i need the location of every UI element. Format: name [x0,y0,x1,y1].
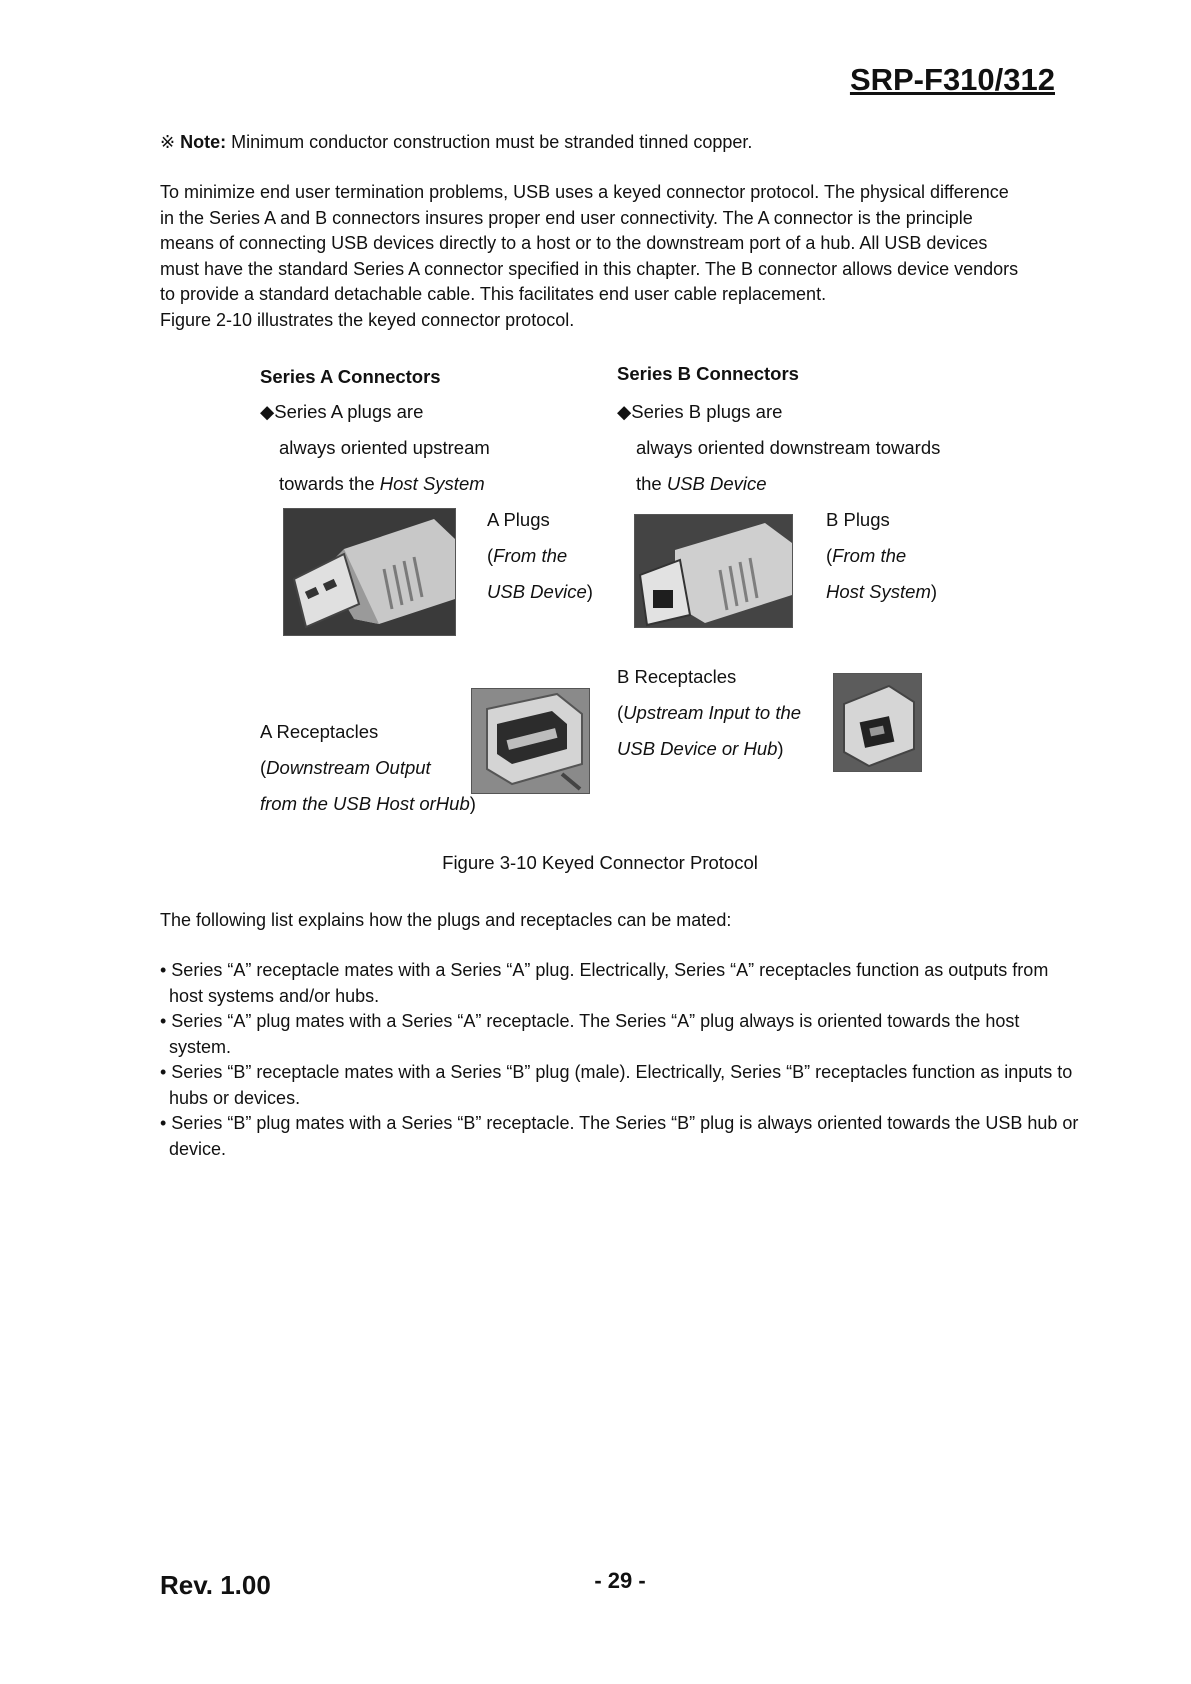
series-a-text-1: Series A plugs are [274,401,424,422]
b-plugs-sub-1 [826,538,906,574]
diamond-bullet-icon: ◆ [260,401,275,422]
paragraph-line: must have the standard Series A connector specified in this chapter. The B connector allows device vendors [160,258,1019,279]
series-b-line-2: always oriented downstream towards [636,437,941,458]
series-b-heading: Series B Connectors [617,363,799,384]
note-text: Minimum conductor construction must be stranded tinned copper. [231,132,753,152]
b-receptacles-label: B Receptacles [617,666,737,687]
paren-close: ) [586,581,593,602]
b-plugs-sub-1-em: From the [832,545,907,566]
list-item: • Series “B” receptacle mates with a Series “B” plug (male). Electrically, Series “B” receptacles function as inputs to hubs or devices. [160,1062,1073,1108]
b-plugs-sub-2-em: Host System [826,581,931,602]
paren-close: ) [930,581,938,602]
series-a-line-3-em: Host System [379,473,485,494]
series-b-line-3 [636,466,767,502]
paren-open: ( [487,545,494,566]
a-receptacles-sub-1 [260,750,431,786]
paren-close: ) [777,738,784,759]
usb-a-plug-icon [284,509,455,635]
series-b-line-3-prefix: the [636,473,667,494]
a-receptacles-sub-2 [260,786,476,822]
a-plugs-label: A Plugs [487,509,550,530]
paren-open: ( [826,545,833,566]
revision-label: Rev. 1.00 [160,1570,271,1600]
a-plug-photo [283,508,456,636]
series-b-line-3-em: USB Device [666,473,767,494]
figure-caption: Figure 3-10 Keyed Connector Protocol [442,852,758,873]
usb-b-receptacle-icon [834,674,921,771]
series-a-line-3 [279,466,485,502]
list-item: • Series “A” plug mates with a Series “A” receptacle. The Series “A” plug always is oriented towards the host system. [160,1011,1020,1057]
a-plugs-sub-2 [487,574,593,610]
paragraph-line: to provide a standard detachable cable. This facilitates end user cable replacement. [160,284,827,304]
b-plugs-sub-2 [826,574,937,610]
intro-paragraph [160,180,1080,333]
a-receptacles-label: A Receptacles [260,721,379,742]
note-line [160,130,752,156]
diamond-bullet-icon: ◆ [617,401,632,422]
b-plugs-label: B Plugs [826,509,890,530]
paragraph-line: Figure 2-10 illustrates the keyed connector protocol. [160,309,575,330]
usb-a-receptacle-icon [472,689,589,793]
b-receptacles-sub-2 [617,731,784,767]
series-a-heading: Series A Connectors [260,366,441,387]
usb-b-plug-icon [635,515,792,627]
paren-close: ) [469,793,476,814]
b-receptacles-sub-1-em: Upstream Input to the [623,702,802,723]
list-item: • Series “B” plug mates with a Series “B” receptacle. The Series “B” plug is always oriented towards the USB hub or device. [160,1113,1079,1159]
series-b-line-1 [617,394,782,430]
a-plugs-sub-1 [487,538,567,574]
a-receptacles-sub-1-em: Downstream Output [266,757,431,778]
b-receptacles-sub-2-em: USB Device or Hub [617,738,778,759]
paragraph-line: in the Series A and B connectors insures proper end user connectivity. The A connector is the principle [160,207,973,228]
paren-open: ( [260,757,267,778]
a-plugs-sub-1-em: From the [493,545,568,566]
series-b-text-1: Series B plugs are [631,401,783,422]
series-a-line-3-prefix: towards the [279,473,380,494]
a-receptacle-photo [471,688,590,794]
a-plugs-sub-2-em: USB Device [487,581,587,602]
series-a-line-2: always oriented upstream [279,437,490,458]
list-item: • Series “A” receptacle mates with a Series “A” plug. Electrically, Series “A” receptacles function as outputs from host systems and/or hubs. [160,960,1049,1006]
mating-intro: The following list explains how the plugs and receptacles can be mated: [160,910,732,930]
document-title: SRP-F310/312 [849,62,1055,97]
note-symbol: ※ [160,132,176,152]
b-receptacles-sub-1 [617,695,801,731]
b-plug-photo [634,514,793,628]
mating-list [160,958,1080,1162]
paragraph-line: means of connecting USB devices directly to a host or to the downstream port of a hub. All USB devices [160,233,988,253]
a-receptacles-sub-2-em: from the USB Host orHub [260,793,470,814]
series-a-line-1 [260,394,423,430]
paragraph-line: To minimize end user termination problems, USB uses a keyed connector protocol. The physical difference [160,182,1009,202]
note-label: Note: [180,132,227,152]
paren-open: ( [617,702,624,723]
page-number: - 29 - [594,1568,646,1593]
b-receptacle-photo [833,673,922,772]
